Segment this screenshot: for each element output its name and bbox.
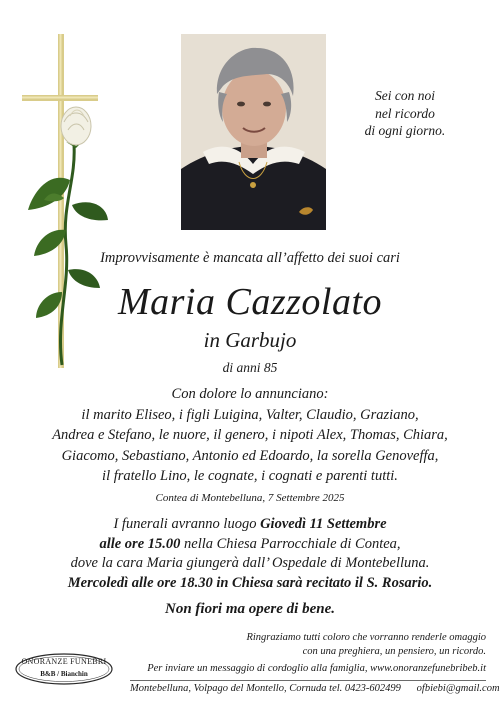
contact-info: Montebelluna, Volpago del Montello, Cornuda tel. 0423-602499 ofbiebi@gmail.com [130,683,500,694]
thanks-text [200,631,486,659]
memorial-quote [336,87,474,140]
announcement-line: Con dolore lo annunciano: [171,386,329,402]
quote-line: di ogni giorno. [364,123,446,138]
announcement-line: il fratello Lino, le cognate, i cognati e parenti tutti. [102,468,398,484]
funeral-line [0,515,500,535]
portrait-photo [181,34,326,230]
deceased-name: Maria Cazzolato [117,281,383,323]
announcement-line: il marito Eliseo, i figli Luigina, Valter, Claudio, Graziano, [81,406,419,423]
rosary-text: Mercoledì alle ore 18.30 in Chiesa sarà recitato il S. Rosario. [67,574,433,591]
funeral-text: I funerali avranno luogo [113,516,261,532]
thanks-line: con una preghiera, un pensiero, un ricordo. [302,646,486,657]
quote-line: nel ricordo [375,105,435,121]
funeral-line: dove la cara Maria giungerà dall’ Ospedale di Montebelluna. [70,555,430,571]
announcement-line: Giacomo, Sebastiano, Antonio ed Edoardo, la sorella Genoveffa, [61,447,439,464]
funeral-home-sub: B&B / Bianchin [40,670,88,678]
announcement-line: Andrea e Stefano, le nuore, il genero, i nipoti Alex, Thomas, Chiara, [52,427,448,443]
funeral-date: Giovedì 11 Settembre [260,516,387,532]
funeral-details [0,515,500,593]
quote-line: Sei con noi [375,88,435,103]
thanks-line: Ringraziamo tutti coloro che vorranno renderle omaggio [246,632,486,643]
married-name: in Garbujo [203,328,297,352]
intro-text: Improvvisamente è mancata all’affetto dei suoi cari [100,250,400,266]
divider [130,680,486,681]
funeral-line [0,535,500,555]
condolence-info: Per inviare un messaggio di cordoglio alla famiglia, www.onoranzefunebribeb.it [147,663,486,674]
announcement-block [0,384,500,487]
funeral-text: nella Chiesa Parrocchiale di Contea, [180,535,401,552]
place-date: Contea di Montebelluna, 7 Settembre 2025 [155,492,345,504]
rosary-line [0,574,500,594]
funeral-home-name: ONORANZE FUNEBRI [21,657,107,666]
no-flowers-note: Non fiori ma opere di bene. [165,601,335,617]
funeral-time: alle ore 15.00 [99,535,181,552]
age-text: di anni 85 [222,360,278,375]
